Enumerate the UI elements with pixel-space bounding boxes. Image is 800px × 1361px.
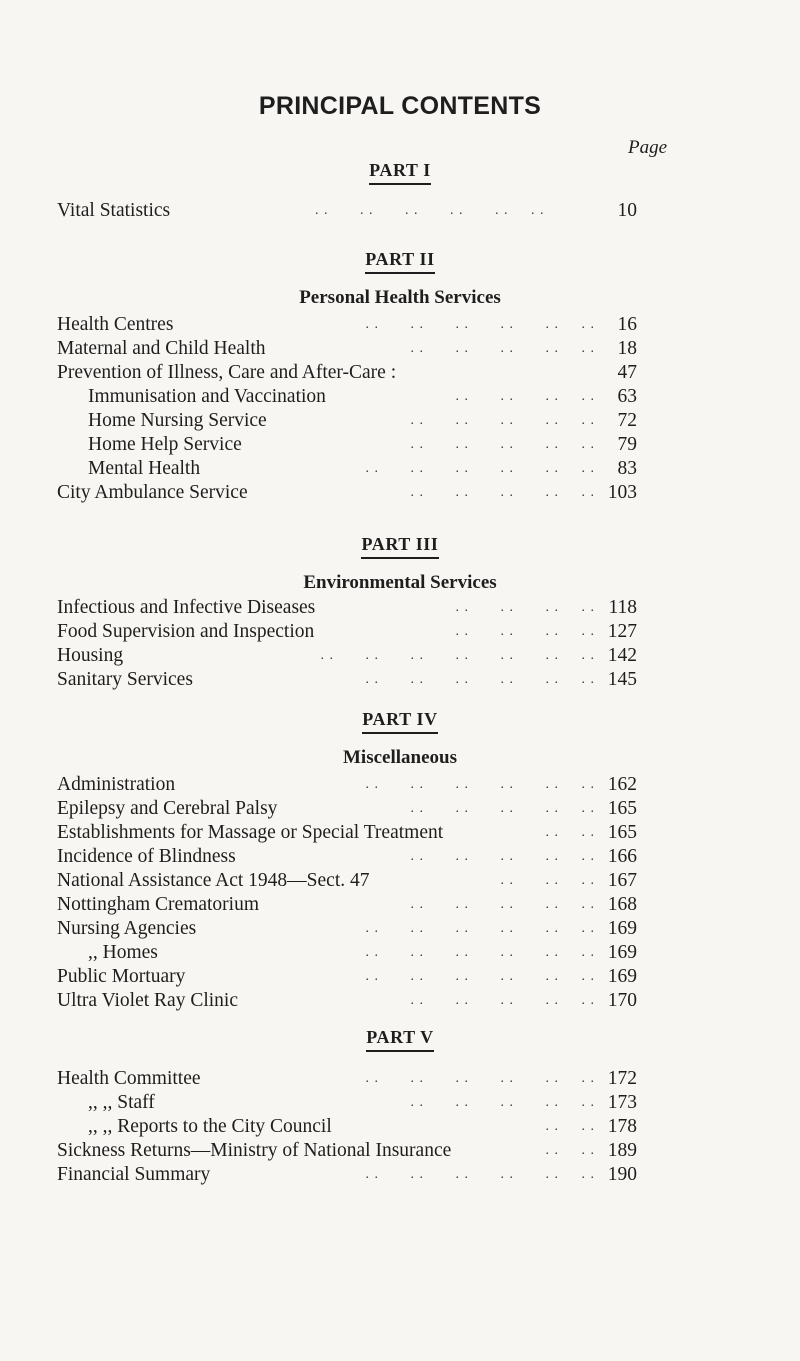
entry-label: Incidence of Blindness <box>57 846 236 867</box>
part-5-header <box>0 1027 800 1052</box>
part-3-entries <box>57 596 637 692</box>
entry-page: 165 <box>607 798 637 819</box>
entry-label: ,, ,, Reports to the City Council <box>88 1116 332 1137</box>
entry-page: 169 <box>607 918 637 939</box>
entry-label: Immunisation and Vaccination <box>88 386 326 407</box>
toc-entry[interactable] <box>57 869 637 893</box>
part-3-header <box>0 534 800 594</box>
toc-entry[interactable] <box>57 409 637 433</box>
toc-entry[interactable] <box>57 433 637 457</box>
leader-dots: . . . . . . . . . . . . <box>365 461 595 476</box>
leader-dots: . . . . . . . . . . . . . . <box>320 648 595 663</box>
entry-label: Prevention of Illness, Care and After-Care : <box>57 362 397 383</box>
entry-label: Sanitary Services <box>57 669 193 690</box>
part-subheading: Miscellaneous <box>343 747 457 768</box>
toc-entry[interactable] <box>57 457 637 481</box>
leader-dots: . . . . . . . . . . . . <box>315 203 545 218</box>
leader-dots: . . . . . . . . . . . . <box>365 945 595 960</box>
entry-label: Food Supervision and Inspection <box>57 621 315 642</box>
leader-dots: . . . . . . . . . . <box>410 801 595 816</box>
entry-page: 118 <box>608 597 637 618</box>
toc-entry[interactable] <box>57 893 637 917</box>
toc-entry[interactable] <box>57 917 637 941</box>
leader-dots: . . . . . . . . . . . . <box>365 317 595 332</box>
entry-page: 190 <box>607 1164 637 1185</box>
part-1-header <box>0 160 800 185</box>
toc-entry[interactable] <box>57 596 637 620</box>
toc-entry[interactable] <box>57 773 637 797</box>
part-subheading: Environmental Services <box>303 572 497 593</box>
entry-page: 142 <box>607 645 637 666</box>
part-1-entries <box>57 199 637 223</box>
leader-dots: . . . . . . . . . . <box>410 993 595 1008</box>
entry-page: 16 <box>617 314 637 335</box>
entry-page: 79 <box>617 434 637 455</box>
entry-label: Health Centres <box>57 314 174 335</box>
part-heading: PART V <box>366 1027 433 1052</box>
entry-label: Sickness Returns—Ministry of National Insurance <box>57 1140 452 1161</box>
entry-page: 63 <box>617 386 637 407</box>
entry-page: 10 <box>617 200 637 221</box>
entry-label: Establishments for Massage or Special Treatment <box>57 822 444 843</box>
leader-dots: . . . . . . . . . . <box>410 437 595 452</box>
entry-label: Home Help Service <box>88 434 242 455</box>
entry-page: 127 <box>607 621 637 642</box>
leader-dots: . . . . . . . . . . . . <box>365 921 595 936</box>
entry-label: Maternal and Child Health <box>57 338 266 359</box>
part-heading: PART I <box>369 160 431 185</box>
leader-dots: . . . . . . . . . . <box>410 413 595 428</box>
leader-dots: . . . . . . . . <box>455 389 595 404</box>
page-column-label: Page <box>628 137 668 158</box>
entry-page: 165 <box>607 822 637 843</box>
leader-dots: . . . . . . . . . . . . <box>365 672 595 687</box>
entry-label: National Assistance Act 1948—Sect. 47 <box>57 870 370 891</box>
entry-label: Nursing Agencies <box>57 918 197 939</box>
toc-entry[interactable] <box>57 941 637 965</box>
leader-dots: . . . . . . . . . . . . <box>365 1071 595 1086</box>
entry-label: Financial Summary <box>57 1164 211 1185</box>
toc-entry[interactable] <box>57 965 637 989</box>
part-2-header <box>0 249 800 309</box>
leader-dots: . . . . . . . . . . <box>410 897 595 912</box>
leader-dots: . . . . <box>545 1119 595 1134</box>
toc-entry[interactable] <box>57 1139 637 1163</box>
entry-label: Nottingham Crematorium <box>57 894 260 915</box>
toc-entry[interactable] <box>57 1163 637 1187</box>
entry-label: Ultra Violet Ray Clinic <box>57 990 238 1011</box>
leader-dots: . . . . . . . . . . . . <box>365 777 595 792</box>
toc-entry[interactable] <box>57 668 637 692</box>
toc-entry[interactable] <box>57 797 637 821</box>
entry-label: Administration <box>57 774 176 795</box>
entry-label: City Ambulance Service <box>57 482 248 503</box>
toc-entry[interactable] <box>57 385 637 409</box>
leader-dots: . . . . . . <box>500 873 595 888</box>
part-heading: PART III <box>361 534 438 559</box>
leader-dots: . . . . . . . . . . . . <box>365 969 595 984</box>
entry-label: Epilepsy and Cerebral Palsy <box>57 798 278 819</box>
entry-label: Housing <box>57 645 124 666</box>
entry-label: Infectious and Infective Diseases <box>57 597 316 618</box>
toc-entry[interactable] <box>57 821 637 845</box>
entry-label: Public Mortuary <box>57 966 186 987</box>
entry-page: 166 <box>607 846 637 867</box>
toc-entry[interactable] <box>57 845 637 869</box>
entry-page: 170 <box>607 990 637 1011</box>
entry-page: 172 <box>607 1068 637 1089</box>
part-2-entries <box>57 313 637 505</box>
leader-dots: . . . . . . . . . . <box>410 341 595 356</box>
part-subheading: Personal Health Services <box>299 287 501 308</box>
toc-entry[interactable] <box>57 644 637 668</box>
part-4-header <box>0 709 800 769</box>
leader-dots: . . . . . . . . . . <box>410 849 595 864</box>
leader-dots: . . . . . . . . . . <box>410 485 595 500</box>
toc-entry[interactable] <box>57 1091 637 1115</box>
entry-page: 18 <box>617 338 637 359</box>
entry-label: ,, ,, Staff <box>88 1092 155 1113</box>
entry-page: 189 <box>607 1140 637 1161</box>
entry-page: 168 <box>607 894 637 915</box>
entry-page: 173 <box>607 1092 637 1113</box>
entry-page: 103 <box>607 482 637 503</box>
entry-label: Vital Statistics <box>57 200 171 221</box>
leader-dots: . . . . . . . . <box>455 600 595 615</box>
entry-page: 169 <box>607 942 637 963</box>
entry-page: 83 <box>617 458 637 479</box>
toc-entry[interactable] <box>57 361 637 385</box>
leader-dots: . . . . <box>545 825 595 840</box>
entry-page: 47 <box>617 362 637 383</box>
leader-dots: . . . . . . . . <box>455 624 595 639</box>
entry-label: Home Nursing Service <box>88 410 267 431</box>
leader-dots: . . . . <box>545 1143 595 1158</box>
entry-page: 162 <box>607 774 637 795</box>
leader-dots: . . . . . . . . . . <box>410 1095 595 1110</box>
part-4-entries <box>57 773 637 1013</box>
entry-page: 167 <box>607 870 637 891</box>
toc-entry[interactable] <box>57 1115 637 1139</box>
part-heading: PART II <box>365 249 434 274</box>
part-5-entries <box>57 1067 637 1187</box>
toc-entry[interactable] <box>57 481 637 505</box>
entry-page: 169 <box>607 966 637 987</box>
toc-entry[interactable] <box>57 620 637 644</box>
toc-entry[interactable] <box>57 1067 637 1091</box>
entry-page: 178 <box>607 1116 637 1137</box>
entry-page: 145 <box>607 669 637 690</box>
entry-page: 72 <box>617 410 637 431</box>
toc-entry[interactable] <box>57 989 637 1013</box>
entry-label: ,, Homes <box>88 942 158 963</box>
entry-label: Health Committee <box>57 1068 201 1089</box>
toc-entry[interactable] <box>57 199 637 223</box>
entry-label: Mental Health <box>88 458 201 479</box>
toc-entry[interactable] <box>57 337 637 361</box>
part-heading: PART IV <box>362 709 437 734</box>
page-title: PRINCIPAL CONTENTS <box>258 92 542 120</box>
toc-entry[interactable] <box>57 313 637 337</box>
leader-dots: . . . . . . . . . . . . <box>365 1167 595 1182</box>
